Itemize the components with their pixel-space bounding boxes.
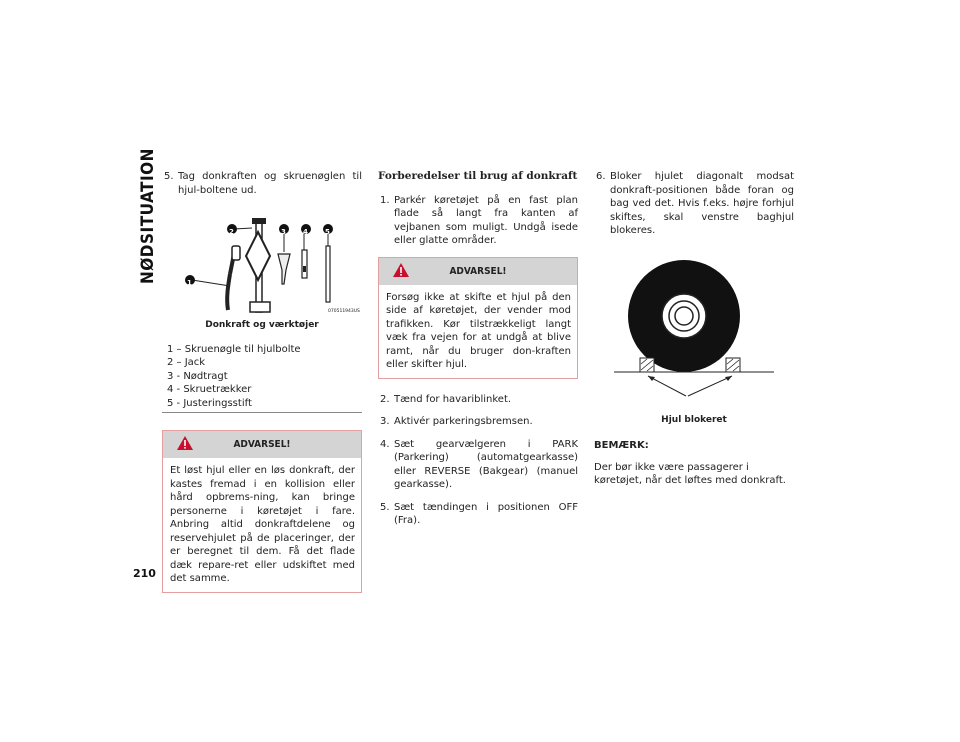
column-3 [594, 170, 794, 494]
chock-left [640, 358, 654, 372]
step-5: 5. Sæt tændingen i positionen OFF (Fra). [380, 501, 578, 526]
warning-box [162, 430, 362, 593]
jack-tools-illustration [162, 206, 362, 316]
step-5: 5. Tag donkraften og skruenøglen til hjul-boltene ud. [164, 171, 362, 196]
column-1 [162, 170, 362, 593]
note-title: BEMÆRK: [594, 440, 649, 451]
warning-title: ADVARSEL! [449, 265, 507, 277]
wheel-blocked-figure [594, 260, 794, 410]
legend-item: 3 - Nødtragt [167, 370, 228, 382]
section-heading: Forberedelser til brug af donkraft [378, 170, 578, 182]
step-4: 4. Sæt gearvælgeren i PARK (Parkering) (automatgearkasse) eller REVERSE (Bakgear) (manuel gearkasse). [380, 438, 578, 490]
legend-item: 5 - Justeringsstift [167, 397, 252, 409]
warning-box [378, 257, 578, 379]
section-side-title: NØDSITUATION [138, 148, 158, 284]
legend-list [162, 343, 362, 414]
legend-item: 4 - Skruetrækker [167, 384, 252, 395]
wheel-chock-illustration [594, 260, 794, 410]
note-text: Der bør ikke være passagerer i køretøjet, når det løftes med donkraft. [594, 461, 786, 486]
figure-code: 070511943US [328, 309, 360, 314]
step-2: 2. Tænd for havariblinket. [380, 393, 512, 405]
jack-tools-figure: 070511943US 1 2 3 4 5 [162, 206, 362, 316]
warning-text: Et løst hjul eller en løs donkraft, der kastes fremad i en kollision eller hård opbrems-ning, kan bringe personerne i køretøjet i fare. Anbring altid donkraftdelene og reservehjulet på de placeringer, der er beregnet til dem. Få det flade dæk repare-ret eller udskiftet med det samme. [170, 465, 355, 584]
page-number: 210 [133, 567, 156, 580]
step-3: 3. Aktivér parkeringsbremsen. [380, 416, 533, 427]
step-6: 6. Bloker hjulet diagonalt modsat donkraft-positionen både foran og bag ved det. Hvis f.eks. højre forhjul skiftes, skal venstre baghjul blokeres. [596, 171, 794, 236]
warning-text: Forsøg ikke at skifte et hjul på den side af køretøjet, der vender mod trafikken. Kør tilstrækkeligt langt væk fra vejen for at undgå at blive ramt, når du bruger don-kraften eller skifter hjul. [386, 291, 571, 370]
warning-title: ADVARSEL! [233, 439, 291, 450]
column-2 [378, 170, 578, 537]
chock-right [726, 358, 740, 372]
legend-item: 2 – Jack [167, 357, 206, 368]
legend-item: 1 – Skruenøgle til hjulbolte [167, 343, 301, 355]
figure-caption-jack: Donkraft og værktøjer [205, 320, 319, 330]
step-1: 1. Parkér køretøjet på en fast plan flade så langt fra kanten af vejbanen som muligt. Undgå isede eller glatte områder. [380, 194, 578, 246]
figure-caption-wheel: Hjul blokeret [661, 414, 727, 425]
